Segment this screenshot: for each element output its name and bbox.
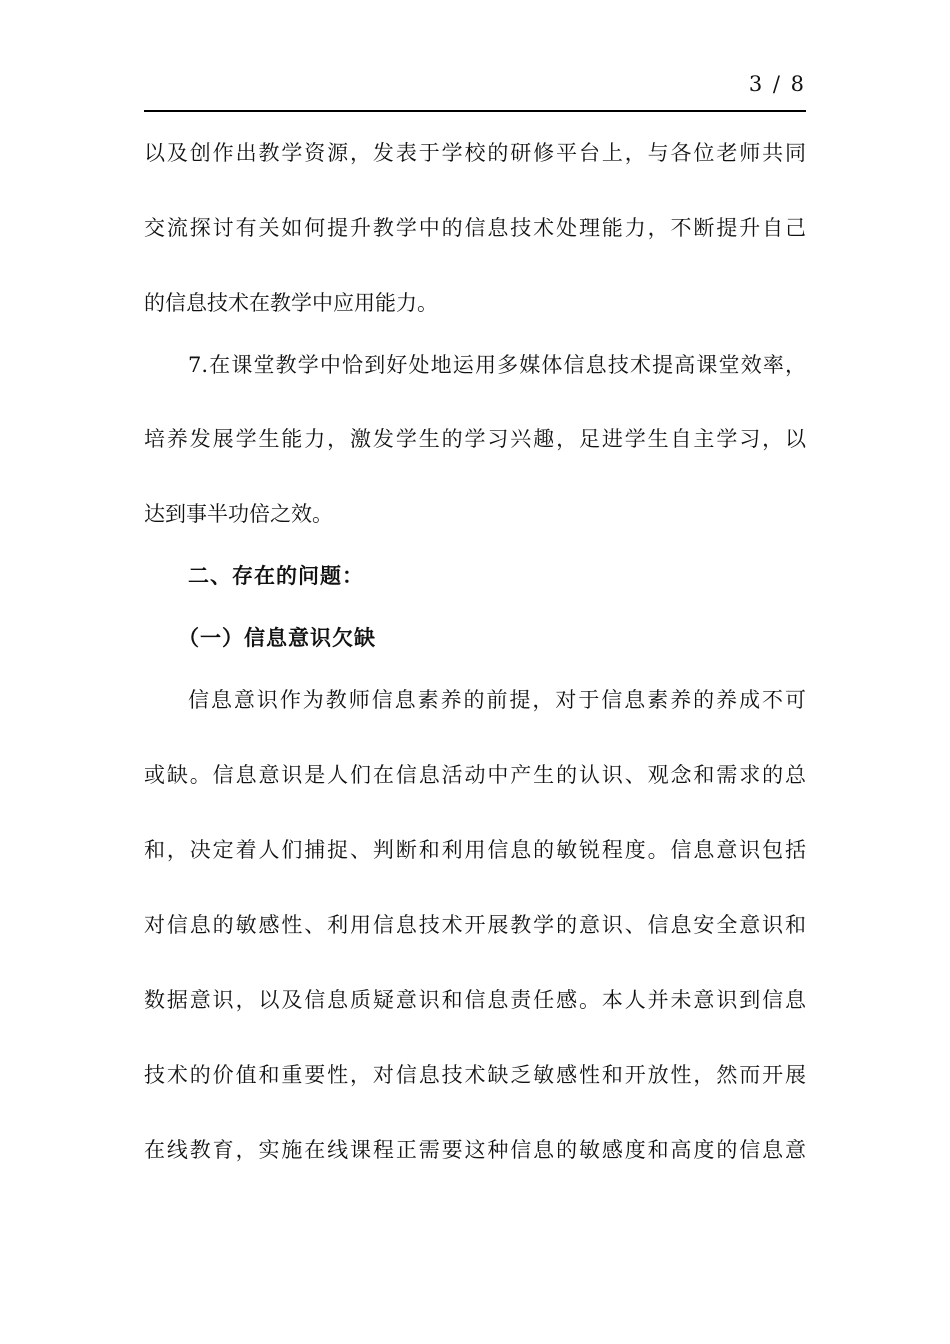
paragraph-line: 培养发展学生能力，激发学生的学习兴趣，足进学生自主学习，以 [144, 427, 806, 451]
paragraph-line: 交流探讨有关如何提升教学中的信息技术处理能力，不断提升自己 [144, 216, 806, 240]
paragraph-line: 技术的价值和重要性，对信息技术缺乏敏感性和开放性，然而开展 [144, 1063, 806, 1087]
paragraph-line: 7.在课堂教学中恰到好处地运用多媒体信息技术提高课堂效率， [188, 353, 806, 377]
paragraph-line: 数据意识，以及信息质疑意识和信息责任感。本人并未意识到信息 [144, 988, 806, 1012]
paragraph-line: 的信息技术在教学中应用能力。 [144, 291, 438, 315]
page-number: 3 / 8 [748, 72, 806, 96]
header-rule [144, 110, 806, 112]
paragraph-line: 和，决定着人们捕捉、判断和利用信息的敏锐程度。信息意识包括 [144, 838, 806, 862]
section-heading: 二、存在的问题： [188, 563, 364, 588]
paragraph-line: 对信息的敏感性、利用信息技术开展教学的意识、信息安全意识和 [144, 913, 806, 937]
paragraph-line: 达到事半功倍之效。 [144, 502, 333, 526]
paragraph-line: 在线教育，实施在线课程正需要这种信息的敏感度和高度的信息意 [144, 1138, 806, 1162]
paragraph-line: 或缺。信息意识是人们在信息活动中产生的认识、观念和需求的总 [144, 763, 806, 787]
paragraph-line: 以及创作出教学资源，发表于学校的研修平台上，与各位老师共同 [144, 141, 806, 165]
paragraph-line: 信息意识作为教师信息素养的前提，对于信息素养的养成不可 [188, 688, 806, 712]
subsection-heading: （一）信息意识欠缺 [178, 625, 376, 650]
